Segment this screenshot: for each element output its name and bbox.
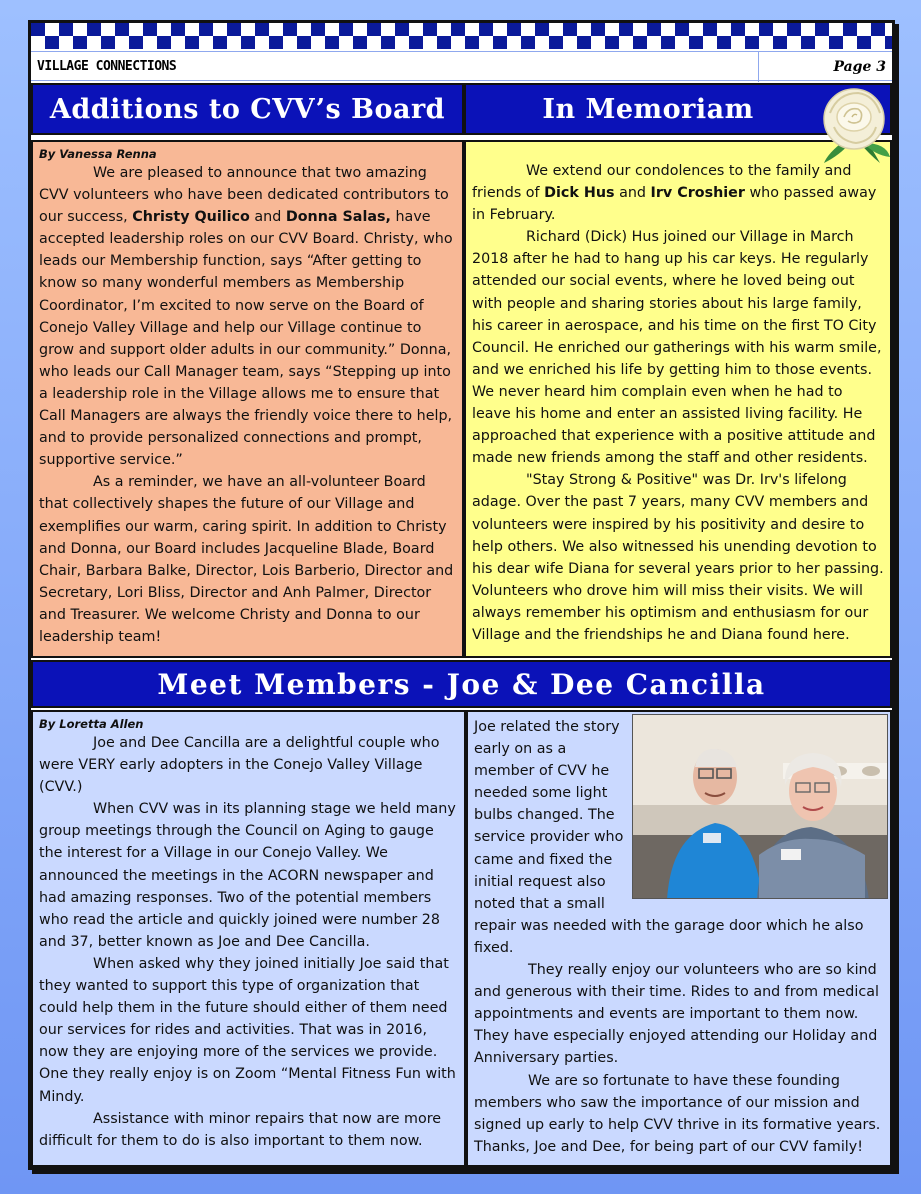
board-paragraph-1 xyxy=(39,162,456,471)
meet-members-section-title xyxy=(31,660,892,708)
newsletter-name: VILLAGE CONNECTIONS xyxy=(37,59,177,74)
meet-members-article-right xyxy=(466,710,892,1167)
board-name-christy: Christy Quilico xyxy=(132,209,250,226)
meet-left-paragraph-2: When CVV was in its planning stage we held many group meetings through the Council on Aging to gauge the interest for a Village in our Conejo Valley. We announced the meetings in the ACORN newspaper and had amazing responses. Two of the potential members who read the article and quickly joined were number 28 and 37, better known as Joe and Dee Cancilla. xyxy=(39,801,456,950)
white-rose-icon xyxy=(814,83,894,167)
memoriam-paragraph-3: "Stay Strong & Positive" was Dr. Irv's lifelong adage. Over the past 7 years, many CVV members and volunteers were inspired by his positivity and desire to help others. We also witnessed his unending devotion to his dear wife Diana for several years prior to her passing. Volunteers who drove him will miss their visits. We will always remember his optimism and enthusiasm for our Village and the friendships he and Diana found here. xyxy=(472,472,884,643)
meet-byline: By Loretta Allen xyxy=(39,717,144,731)
couple-photo xyxy=(632,714,888,899)
board-title-text: Additions to CVV’s Board xyxy=(49,93,446,125)
memoriam-name-dick: Dick Hus xyxy=(544,185,615,202)
board-p1-text-b: and xyxy=(249,209,286,226)
board-byline: By Vanessa Renna xyxy=(39,147,157,161)
running-header xyxy=(31,51,892,81)
memoriam-p1-text-b: and xyxy=(614,185,651,202)
meet-left-paragraph-1: Joe and Dee Cancilla are a delightful couple who were VERY early adopters in the Conejo Valley Village (CVV.) xyxy=(39,735,440,796)
newsletter-page xyxy=(28,20,895,1170)
memoriam-p1-text-a: We extend our condolences to the family and friends of xyxy=(472,163,852,202)
checker-border-bottom xyxy=(31,36,892,49)
meet-title-text: Meet Members - Joe & Dee Cancilla xyxy=(157,667,766,701)
page-number: Page 3 xyxy=(833,59,886,75)
meet-left-paragraph-4: Assistance with minor repairs that now are more difficult for them to do is also important to them now. xyxy=(39,1110,442,1149)
meet-members-article-left xyxy=(31,710,466,1167)
board-p1-text-c: have accepted leadership roles on our CVV Board. Christy, who leads our Membership function, says “After getting to know so many wonderful members as Membership Coordinator, I’m excited to now serve on the Board of Conejo Valley Village and help our Village continue to grow and support older adults in our community.” Donna, who leads our Call Manager team, says “Stepping up into a leadership role in the Village allows me to ensure that Call Managers are always the friendly voice there to help, and to provide personalized connections and prompt, supportive service.” xyxy=(39,209,453,469)
meet-right-paragraph-1: Joe related the story early on as a member of CVV he needed some light bulbs changed. The service provider who came and fixed the initial request also noted that a small repair was needed with the garage door which he also fixed. xyxy=(474,719,864,956)
board-name-donna: Donna Salas, xyxy=(285,209,391,226)
board-paragraph-2: As a reminder, we have an all-volunteer Board that collectively shapes the future of our Village and exemplifies our warm, caring spirit. In addition to Christy and Donna, our Board includes Jacqueline Blade, Board Chair, Barbara Balke, Director, Lois Barberio, Director and Secretary, Lori Bliss, Director and Anh Palmer, Director and Treasurer. We welcome Christy and Donna to our leadership team! xyxy=(39,474,454,645)
meet-left-paragraph-3: When asked why they joined initially Joe said that they wanted to support this type of organization that could help them in the future should either of them need our services for rides and activities. That was in 2016, now they are enjoying more of the services we provide. One they really enjoy is on Zoom “Mental Fitness Fun with Mindy. xyxy=(39,955,456,1105)
memoriam-name-irv: Irv Croshier xyxy=(650,185,745,202)
board-article xyxy=(31,140,464,658)
memoriam-article xyxy=(464,140,892,658)
board-section-title xyxy=(31,83,464,135)
memoriam-p1-text-c: who passed away in February. xyxy=(472,185,877,224)
header-divider xyxy=(758,52,759,82)
meet-right-paragraph-3: We are so fortunate to have these founding members who saw the importance of our mission and signed up early to help CVV thrive in its formative years. Thanks, Joe and Dee, for being part of our CVV family! xyxy=(474,1072,881,1155)
memoriam-title-text: In Memoriam xyxy=(542,93,754,125)
couple-photo-drawing xyxy=(633,715,888,899)
meet-right-paragraph-2: They really enjoy our volunteers who are so kind and generous with their time. Rides to and from medical appointments and events are important to them now. They have especially enjoyed attending our Holiday and Anniversary parties. xyxy=(474,962,879,1067)
memoriam-paragraph-1 xyxy=(472,160,884,226)
memoriam-paragraph-2: Richard (Dick) Hus joined our Village in March 2018 after he had to hang up his car keys. He regularly attended our social events, where he loved being out with people and sharing stories about his large family, his career in aerospace, and his time on the first TO City Council. He enriched our gatherings with his warm smile, and we enriched his life by getting him to those events. We never heard him complain even when he had to leave his home and enter an assisted living facility. He approached that experience with a positive attitude and made new friends among the staff and other residents. xyxy=(472,229,882,467)
board-p1-text-a: We are pleased to announce that two amazing CVV volunteers who have been dedicated contributors to our success, xyxy=(39,165,449,226)
